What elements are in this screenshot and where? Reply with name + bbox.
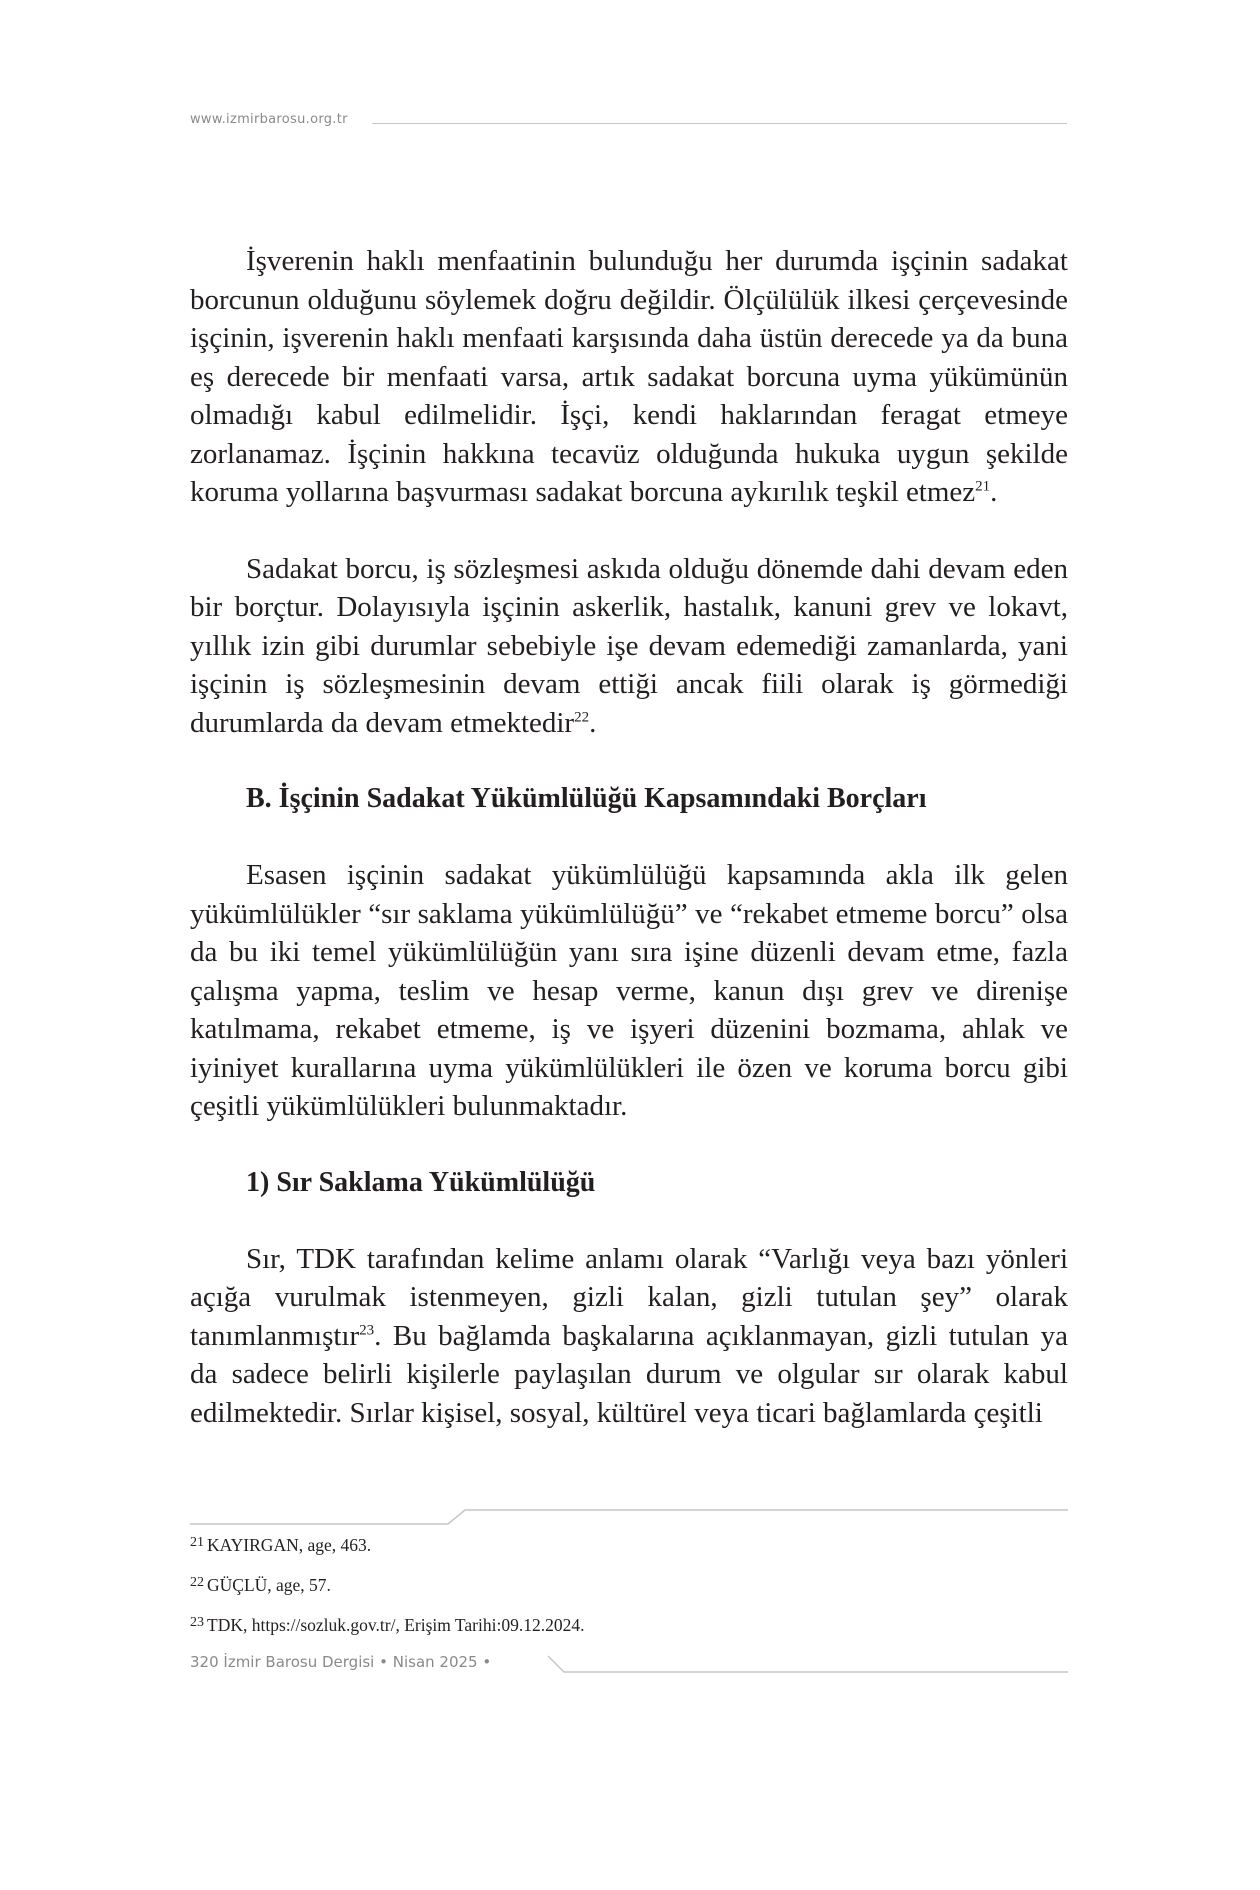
paragraph-4 xyxy=(190,1240,1068,1433)
footnote-separator xyxy=(190,1500,1068,1530)
section-heading-b: B. İşçinin Sadakat Yükümlülüğü Kapsamındaki Borçları xyxy=(246,783,927,814)
paragraph-3: Esasen işçinin sadakat yükümlülüğü kapsamında akla ilk gelen yükümlülükler “sır saklama yükümlülüğü” ve “rekabet etmeme borcu” olsa da bu iki temel yükümlülüğün yanı sıra işine düzenli devam etme, fazla çalışma yapma, teslim ve hesap verme, kanun dışı grev ve direnişe katılmama, rekabet etmeme, iş ve işyeri düzenini bozmama, ahlak ve iyiniyet kurallarına uyma yükümlülükleri ile özen ve koruma borcu gibi çeşitli yükümlülükleri bulunmaktadır. xyxy=(190,859,1068,1122)
footnote-ref-22[interactable]: 22 xyxy=(574,708,590,725)
footnote-21 xyxy=(190,1533,1068,1557)
paragraph-2: Sadakat borcu, iş sözleşmesi askıda olduğu dönemde dahi devam eden bir borçtur. Dolayısıyla işçinin askerlik, hastalık, kanuni grev ve lokavt, yıllık izin gibi durumlar sebebiyle işe devam edemediği zamanlarda, yani işçinin iş sözleşmesinin devam ettiği ancak fiili olarak iş görmediği durumlarda da devam etmektedir$^{22}$. xyxy=(190,552,1068,739)
footnote-number: 23 xyxy=(190,1615,204,1630)
footnote-number: 21 xyxy=(190,1535,204,1550)
footnote-ref-23[interactable]: 23 xyxy=(359,1321,375,1338)
header-url: www.izmirbarosu.org.tr xyxy=(190,112,348,127)
paragraph-1: İşverenin haklı menfaatinin bulunduğu her durumda işçinin sadakat borcunun olduğunu söylemek doğru değildir. Ölçülülük ilkesi çerçevesinde işçinin, işverenin haklı menfaati karşısında daha üstün derecede ya da buna eş derecede bir menfaati varsa, artık sadakat borcuna uyma yükümünün olmadığı kabul edilmelidir. İşçi, kendi haklarından feragat etmeye zorlanamaz. İşçinin hakkına tecavüz olduğunda hukuka uygun şekilde koruma yollarına başvurması sadakat borcuna aykırılık teşkil etmez$^{21}$. xyxy=(190,245,1068,508)
paragraph-4-text-a: Sır, TDK tarafından kelime anlamı olarak “Varlığı veya bazı yönleri açığa vurulmak istenmeyen, gizli kalan, gizli tutulan şey” olarak tanımlanmıştır xyxy=(190,1242,1068,1352)
footnote-text: TDK, https://sozluk.gov.tr/, Erişim Tarihi:09.12.2024. xyxy=(207,1615,585,1635)
footnote-23 xyxy=(190,1613,1068,1637)
footnote-text: KAYIRGAN, age, 463. xyxy=(207,1535,372,1555)
footnote-text: GÜÇLÜ, age, 57. xyxy=(207,1575,331,1595)
footnote-22 xyxy=(190,1573,1068,1597)
main-content xyxy=(190,242,1068,1432)
footnotes xyxy=(190,1533,1068,1653)
footnote-number: 22 xyxy=(190,1575,204,1590)
paragraph-1-text: İşverenin haklı menfaatinin bulunduğu her durumda işçinin sadakat borcunun olduğunu söylemek doğru değildir. Ölçülülük ilkesi çerçevesinde işçinin, işverenin haklı menfaati karşısında daha üstün derecede ya da buna eş derecede bir menfaati varsa, artık sadakat borcuna uyma yükümünün olmadığı kabul edilmelidir. İşçi, kendi haklarından feragat etmeye zorlanamaz. İşçinin hakkına tecavüz olduğunda hukuka uygun şekilde koruma yollarına başvurması sadakat borcuna aykırılık teşkil etmez xyxy=(190,245,1068,508)
subsection-heading-1: 1) Sır Saklama Yükümlülüğü xyxy=(246,1166,596,1198)
footer-rule xyxy=(548,1654,1068,1676)
paragraph-4-text-b: . Bu bağlamda başkalarına açıklanmayan, gizli tutulan ya da sadece belirli kişilerle paylaşılan durum ve olgular sır olarak kabul edilmektedir. Sırlar kişisel, sosyal, kültürel veya ticari bağlamlarda çeşitli xyxy=(190,1319,1068,1429)
footnote-ref-21[interactable]: 21 xyxy=(975,478,991,495)
page-footer: 320 İzmir Barosu Dergisi • Nisan 2025 • xyxy=(190,1653,492,1671)
header-rule xyxy=(372,123,1067,124)
paragraph-2-text: Sadakat borcu, iş sözleşmesi askıda olduğu dönemde dahi devam eden bir borçtur. Dolayısıyla işçinin askerlik, hastalık, kanuni grev ve lokavt, yıllık izin gibi durumlar sebebiyle işe devam edemediği zamanlarda, yani işçinin iş sözleşmesinin devam ettiği ancak fiili olarak iş görmediği durumlarda da devam etmektedir xyxy=(190,552,1068,739)
